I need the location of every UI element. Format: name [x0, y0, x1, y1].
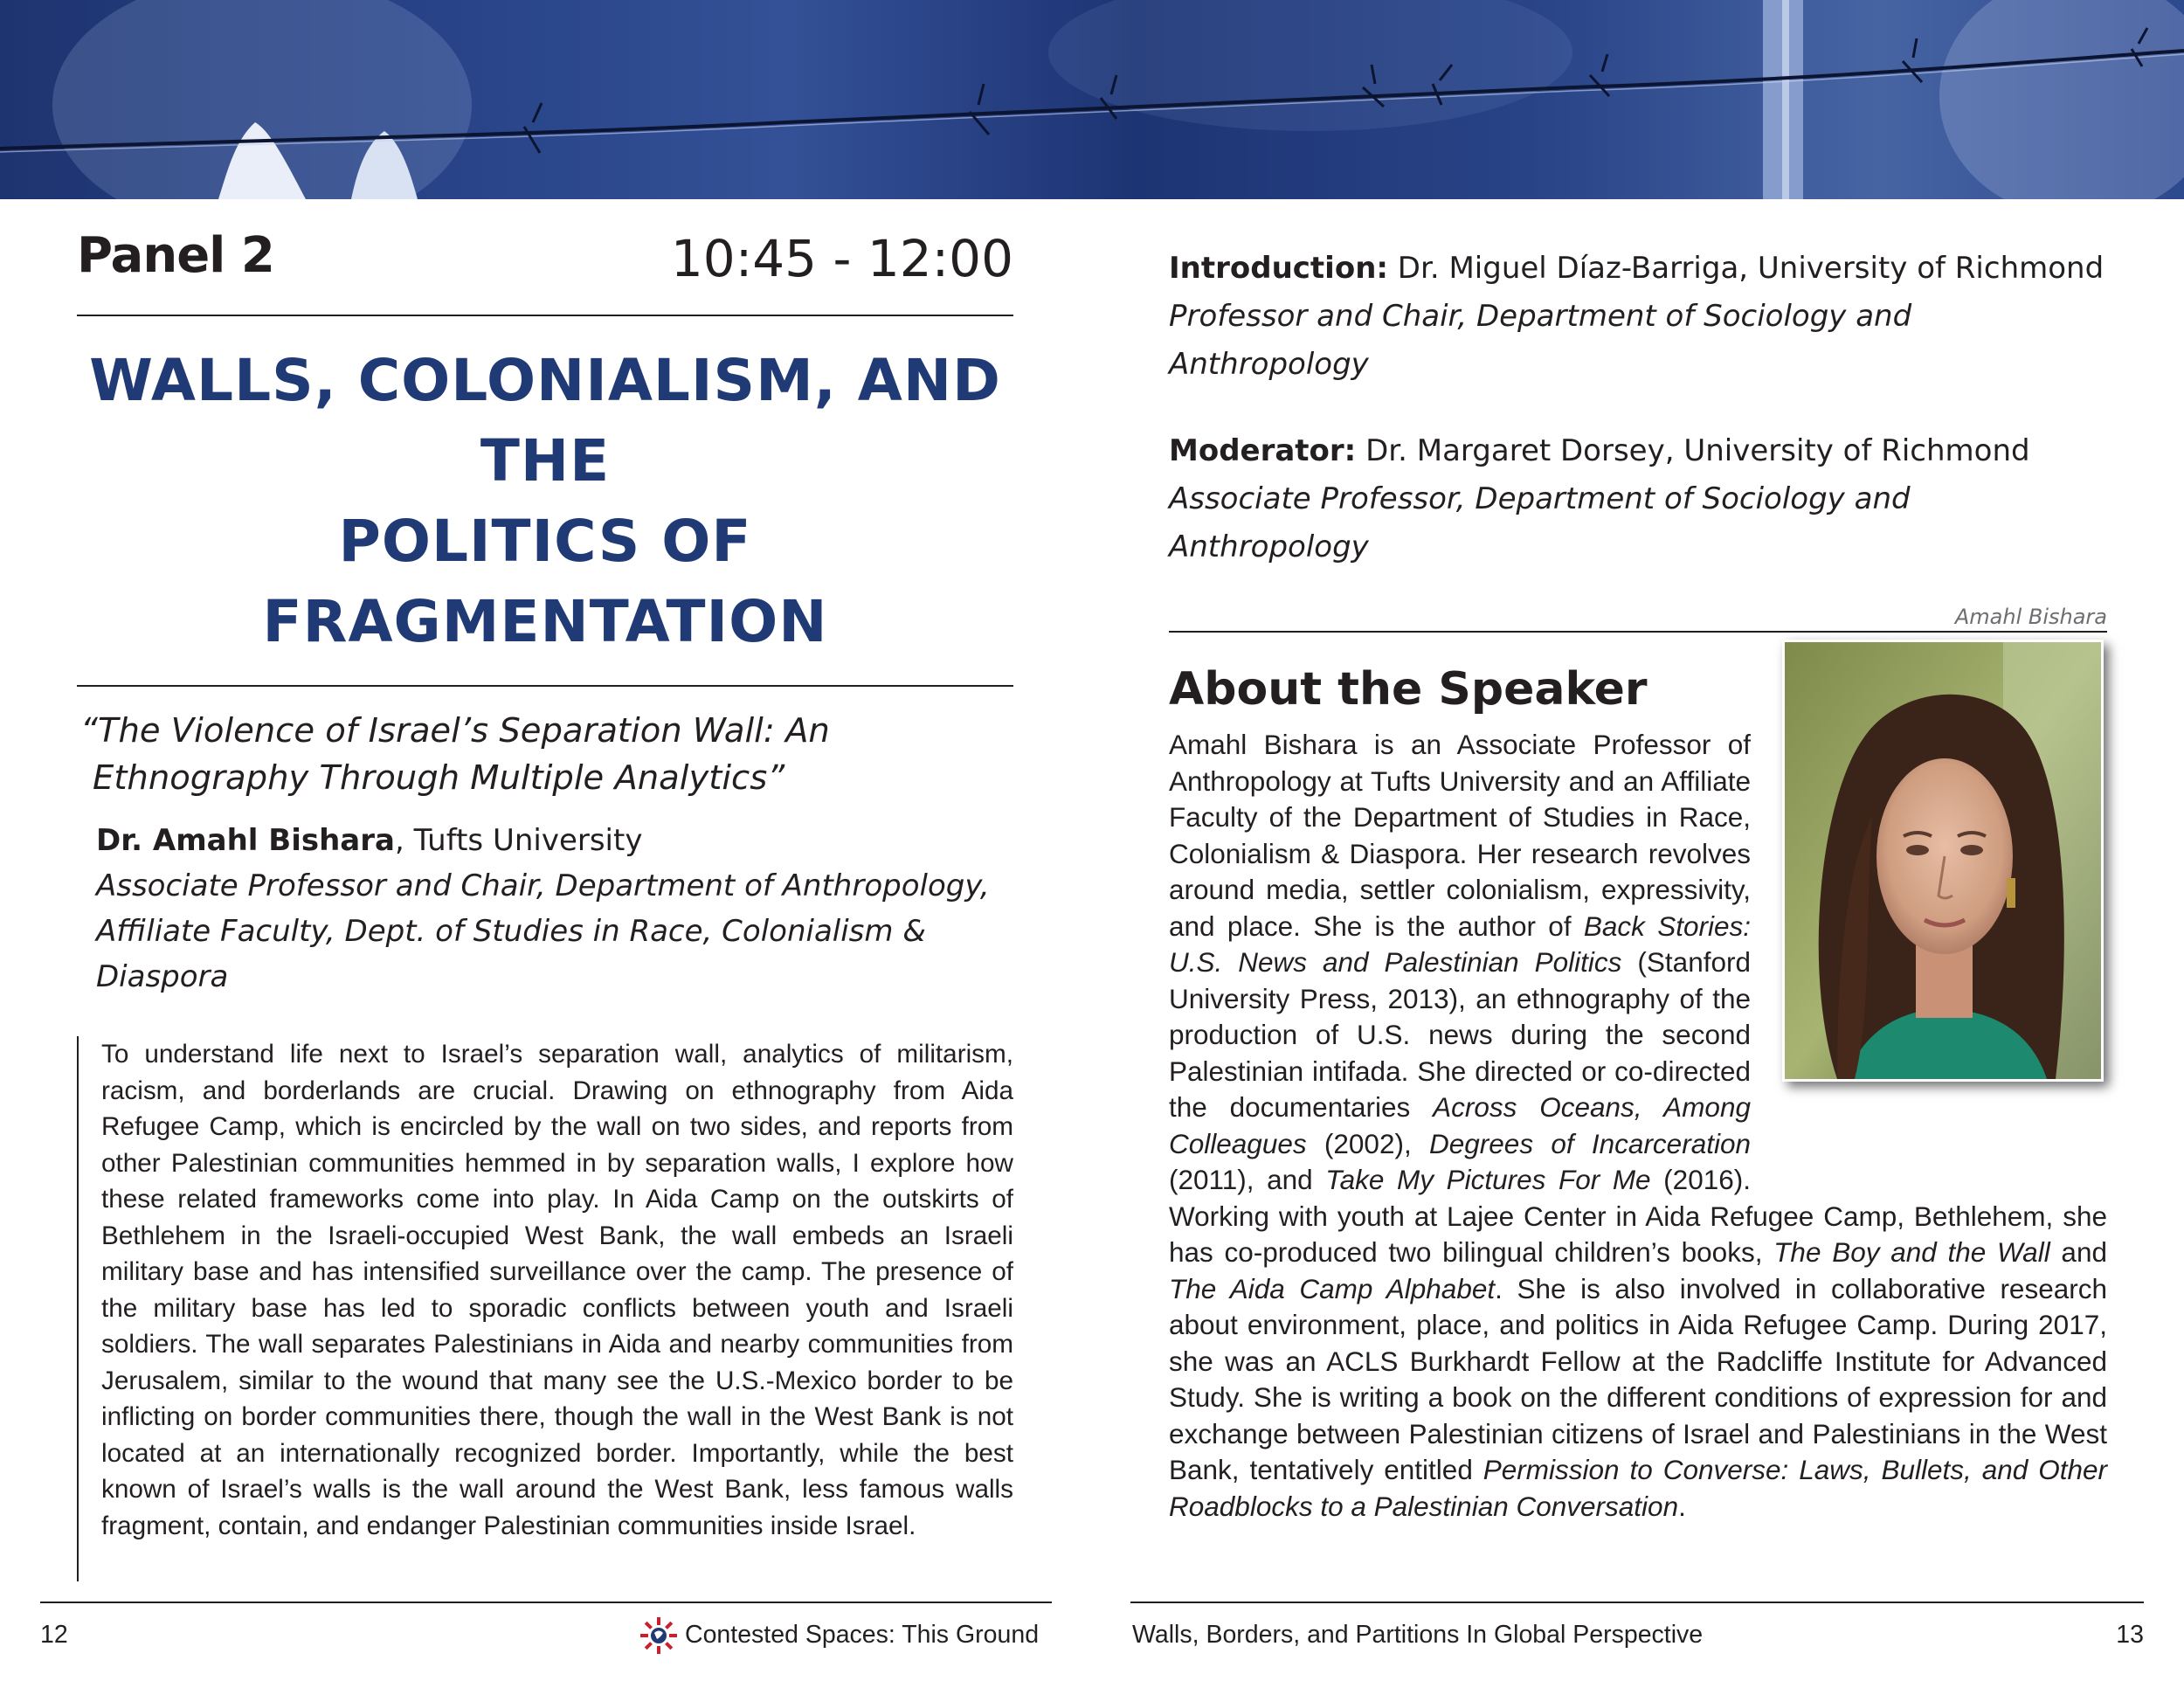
divider-rule: [1169, 631, 2107, 633]
page-number-left: 12: [40, 1621, 68, 1649]
right-page-column: [1169, 245, 2107, 1525]
divider-rule: [77, 315, 1013, 316]
header-banner-image: [0, 0, 2184, 199]
barbed-wire-illustration: [0, 0, 2184, 199]
speaker-role: Associate Professor and Chair, Department of Anthropology,: [96, 868, 990, 903]
speaker-block: [77, 818, 1013, 1000]
bio-text: Amahl Bishara is an Associate Professor of Anthropology at Tufts University and an Affiliate Faculty of the Department of Studies in Race, Colonialism & Diaspora. Her research revolves around media, settler colonialism, expressivity, and place. She is the author of: [1169, 729, 1751, 942]
introduction-label: Introduction:: [1169, 251, 1388, 286]
footer-title-left: Contested Spaces: This Ground: [685, 1621, 1040, 1649]
bio-text: (2016). Working with youth at Lajee Center in Aida Refugee Camp, Bethlehem, she has co-produced two bilingual children’s books,: [1169, 1164, 2107, 1268]
panel-title: [77, 341, 1013, 662]
speaker-portrait-photo: [1782, 640, 2104, 1082]
panel-header: [77, 218, 1013, 315]
bio-text: (2002),: [1306, 1127, 1429, 1159]
abstract-text: To understand life next to Israel’s separation wall, analytics of militarism, racism, and borderlands are crucial. Drawing on ethnography from Aida Refugee Camp, which is encircled by the wall on two sides, and reports from other Palestinian communities hemmed in by separation walls, I explore how these related frameworks come into play. In Aida Camp on the outskirts of Bethlehem in the Israeli-occupied West Bank, the wall embeds an Israeli military base and has intensified surveillance over the camp. The presence of the military base has led to sporadic conflicts between youth and Israeli soldiers. The wall separates Palestinians in Aida and nearby communities from Jerusalem, similar to the wound that many see the U.S.-Mexico border to be inflicting on border communities there, though the wall in the West Bank is not located at an internationally recognized border. Importantly, while the best known of Israel’s walls is the wall around the West Bank, less famous walls fragment, contain, and endanger Palestinian communities inside Israel.: [77, 1036, 1013, 1581]
photo-caption: Amahl Bishara: [1954, 605, 2107, 629]
moderator-line: [1169, 427, 2107, 475]
left-page-column: [77, 218, 1013, 1581]
introduction-line: [1169, 245, 2107, 293]
bio-book-title: Permission to Converse: Laws, Bullets, and Other Roadblocks to a Palestinian Conversation: [1169, 1454, 2107, 1522]
bio-text: (Stanford University Press, 2013), an ethnography of the production of U.S. news during the second Palestinian intifada. She directed or co-directed the documentaries: [1169, 946, 1751, 1123]
speaker-affiliation: , Tufts University: [394, 823, 643, 858]
bio-film-title: Across Oceans, Among Colleagues: [1169, 1091, 1751, 1159]
moderator-name: Dr. Margaret Dorsey, University of Richmond: [1356, 433, 2030, 468]
introduction-role: Professor and Chair, Department of Sociology and Anthropology: [1169, 299, 1912, 382]
about-speaker-heading: About the Speaker: [1169, 663, 1648, 716]
bio-text: . She is also involved in collaborative research about environment, place, and politics in Aida Refugee Camp. During 2017, she was an ACLS Burkhardt Fellow at the Radcliffe Institute for Advanced Study. She is writing a book on the different conditions of expression for and exchange between Palestinian citizens of Israel and Palestinians in the West Bank, tentatively entitled: [1169, 1272, 2107, 1485]
introduction-name: Dr. Miguel Díaz-Barriga, University of Richmond: [1388, 251, 2105, 286]
page-number-right: 13: [2116, 1621, 2144, 1649]
speaker-name-line: [96, 818, 1013, 863]
footer-rule-right: [1130, 1602, 2144, 1603]
divider-rule: [77, 685, 1013, 687]
panel-time: 10:45 - 12:00: [670, 229, 1013, 288]
bio-text: .: [1678, 1490, 1686, 1522]
panel-title-line: POLITICS OF FRAGMENTATION: [262, 508, 828, 655]
moderator-block: [1169, 427, 2107, 571]
bio-film-title: Take My Pictures For Me: [1325, 1164, 1651, 1195]
footer-title-right: Walls, Borders, and Partitions In Global Perspective: [1132, 1621, 1704, 1649]
portrait-illustration: [1785, 642, 2101, 1079]
bio-text: and: [2049, 1236, 2107, 1268]
conference-logo-icon: [639, 1616, 678, 1655]
moderator-role: Associate Professor, Department of Sociology and Anthropology: [1169, 481, 1911, 564]
footer-rule-left: [40, 1602, 1052, 1603]
bio-book-title: Back Stories: U.S. News and Palestinian Politics: [1169, 910, 1751, 978]
bio-film-title: Degrees of Incarceration: [1429, 1127, 1752, 1159]
bio-book-title: The Aida Camp Alphabet: [1169, 1272, 1496, 1304]
speaker-name: Dr. Amahl Bishara: [96, 823, 395, 858]
speaker-role: Affiliate Faculty, Dept. of Studies in Race, Colonialism & Diaspora: [96, 914, 926, 994]
moderator-label: Moderator:: [1169, 433, 1357, 468]
panel-title-line: WALLS, COLONIALISM, AND THE: [89, 347, 1001, 495]
panel-label: Panel 2: [77, 227, 274, 284]
bio-text: (2011), and: [1169, 1164, 1326, 1195]
talk-title: “The Violence of Israel’s Separation Wall: An Ethnography Through Multiple Analytics”: [80, 711, 830, 798]
bio-book-title: The Boy and the Wall: [1773, 1236, 2050, 1268]
